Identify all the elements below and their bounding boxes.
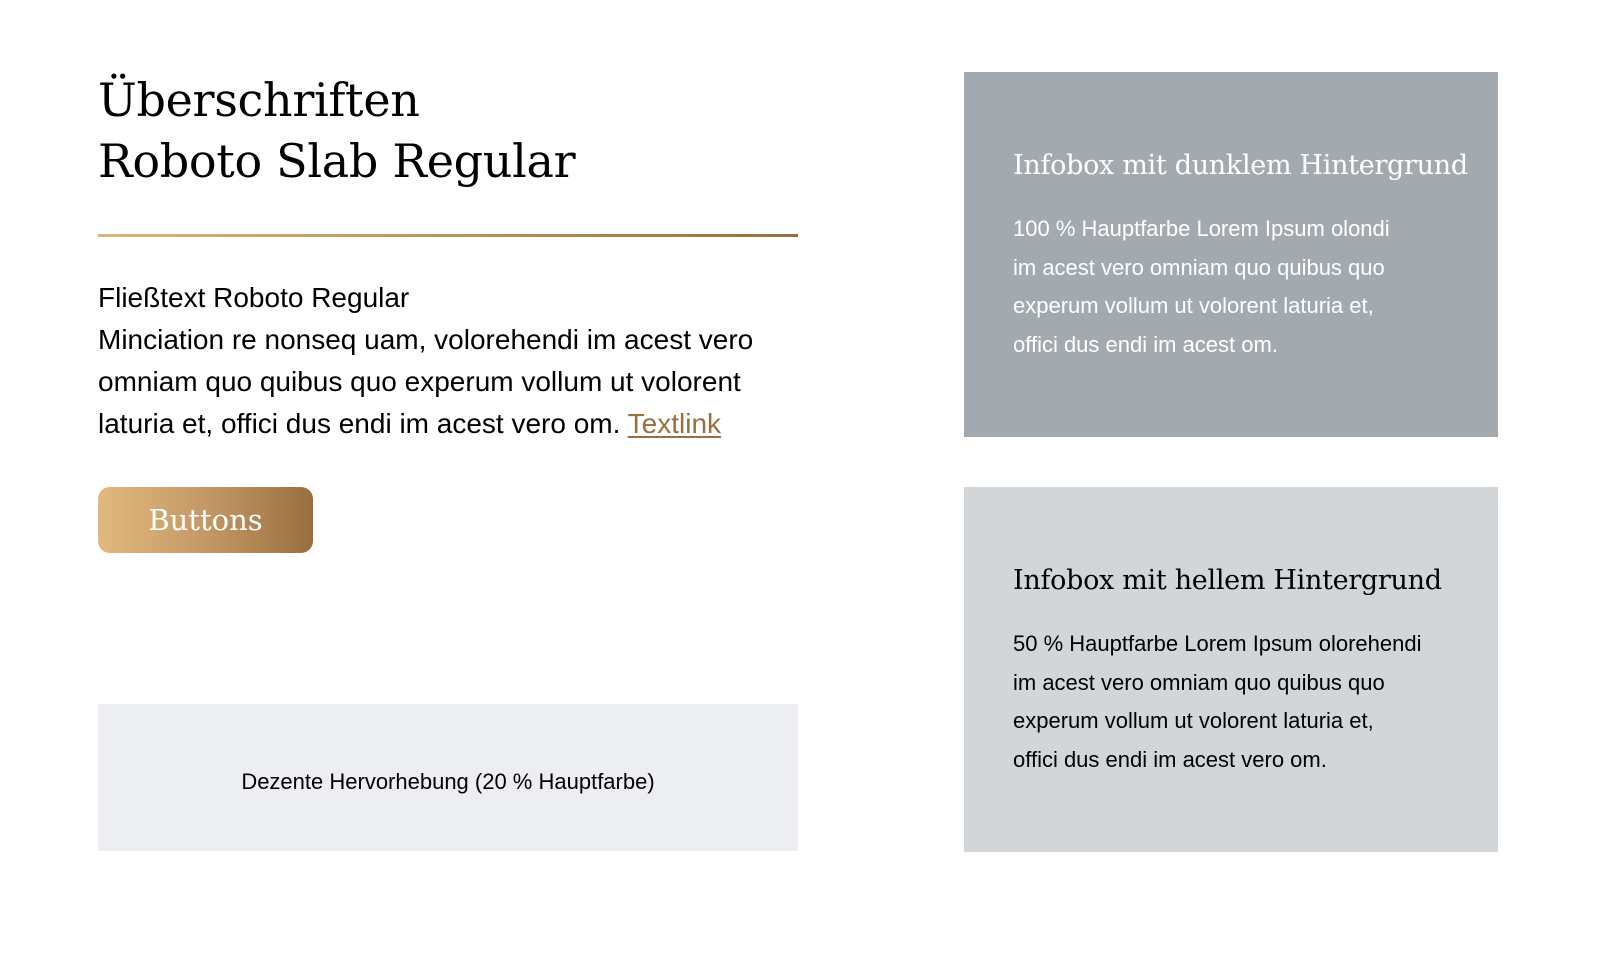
gold-divider <box>98 234 798 237</box>
infobox-light <box>964 487 1498 852</box>
infobox-light-line-1: 50 % Hauptfarbe Lorem Ipsum olorehendi <box>1013 631 1422 656</box>
infobox-dark-line-1: 100 % Hauptfarbe Lorem Ipsum olondi <box>1013 216 1390 241</box>
infobox-dark-line-3: experum vollum ut volorent laturia et, <box>1013 293 1374 318</box>
infobox-dark-text <box>1013 210 1390 364</box>
body-paragraph <box>98 277 818 445</box>
heading-line-2: Roboto Slab Regular <box>98 134 576 188</box>
body-line-2: Minciation re nonseq uam, volorehendi im acest vero <box>98 324 754 355</box>
infobox-light-title: Infobox mit hellem Hintergrund <box>1013 565 1442 596</box>
body-line-3: omniam quo quibus quo experum vollum ut volorent <box>98 366 741 397</box>
subtle-highlight-text: Dezente Hervorhebung (20 % Hauptfarbe) <box>241 768 655 794</box>
infobox-light-line-2: im acest vero omniam quo quibus quo <box>1013 669 1385 695</box>
infobox-light-line-4: offici dus endi im acest vero om. <box>1013 746 1327 772</box>
page-heading <box>98 70 575 192</box>
text-link[interactable]: Textlink <box>627 408 722 439</box>
infobox-dark-line-2: im acest vero omniam quo quibus quo <box>1013 254 1385 280</box>
body-line-4-text: laturia et, offici dus endi im acest vero om. <box>98 408 621 439</box>
infobox-dark-title: Infobox mit dunklem Hintergrund <box>1013 150 1468 181</box>
infobox-light-line-3: experum vollum ut volorent laturia et, <box>1013 708 1374 733</box>
primary-button[interactable]: Buttons <box>98 487 313 553</box>
infobox-dark <box>964 72 1498 437</box>
infobox-light-text <box>1013 625 1421 779</box>
subtle-highlight-box <box>98 704 798 851</box>
body-line-4 <box>98 403 818 445</box>
body-line-1: Fließtext Roboto Regular <box>98 282 410 313</box>
infobox-dark-line-4: offici dus endi im acest om. <box>1013 331 1278 357</box>
heading-line-1: Überschriften <box>98 73 420 127</box>
